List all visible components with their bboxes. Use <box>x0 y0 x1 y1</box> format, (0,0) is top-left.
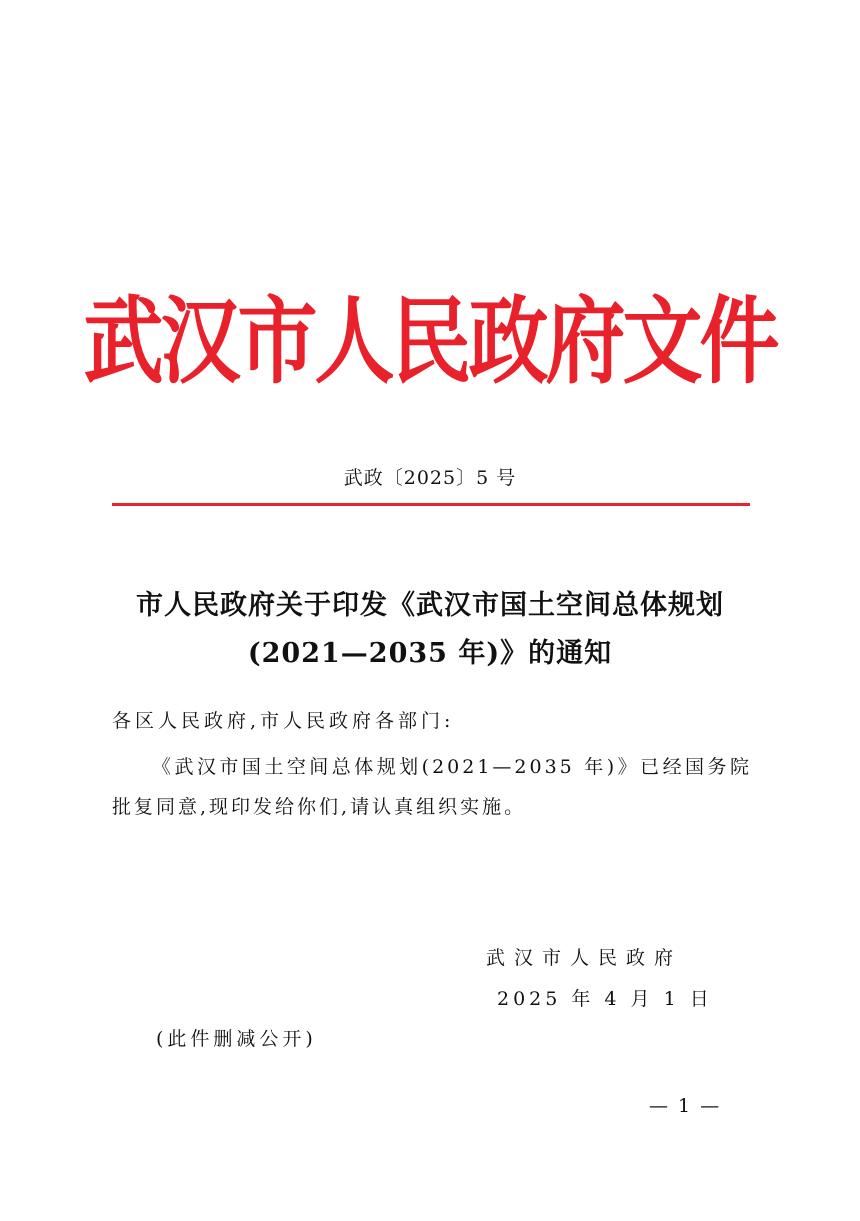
notice-title-line-2: (2021—2035 年)》的通知 <box>247 638 613 669</box>
notice-title-line-1: 市人民政府关于印发《武汉市国土空间总体规划 <box>136 590 724 621</box>
disclosure-note: (此件删减公开) <box>156 1028 317 1050</box>
body-paragraph: 《武汉市国土空间总体规划(2021—2035 年)》已经国务院批复同意,现印发给你们,请认真组织实施。 <box>112 756 752 818</box>
salutation: 各区人民政府,市人民政府各部门: <box>112 710 455 732</box>
masthead-title: 武汉市人民政府文件 <box>83 285 777 397</box>
red-divider-line <box>112 503 750 506</box>
issue-date: 2025 年 4 月 1 日 <box>497 988 713 1010</box>
document-number: 武政〔2025〕5 号 <box>343 467 517 489</box>
page-number: — 1 — <box>649 1095 722 1117</box>
issuer-signature: 武汉市人民政府 <box>486 947 683 969</box>
